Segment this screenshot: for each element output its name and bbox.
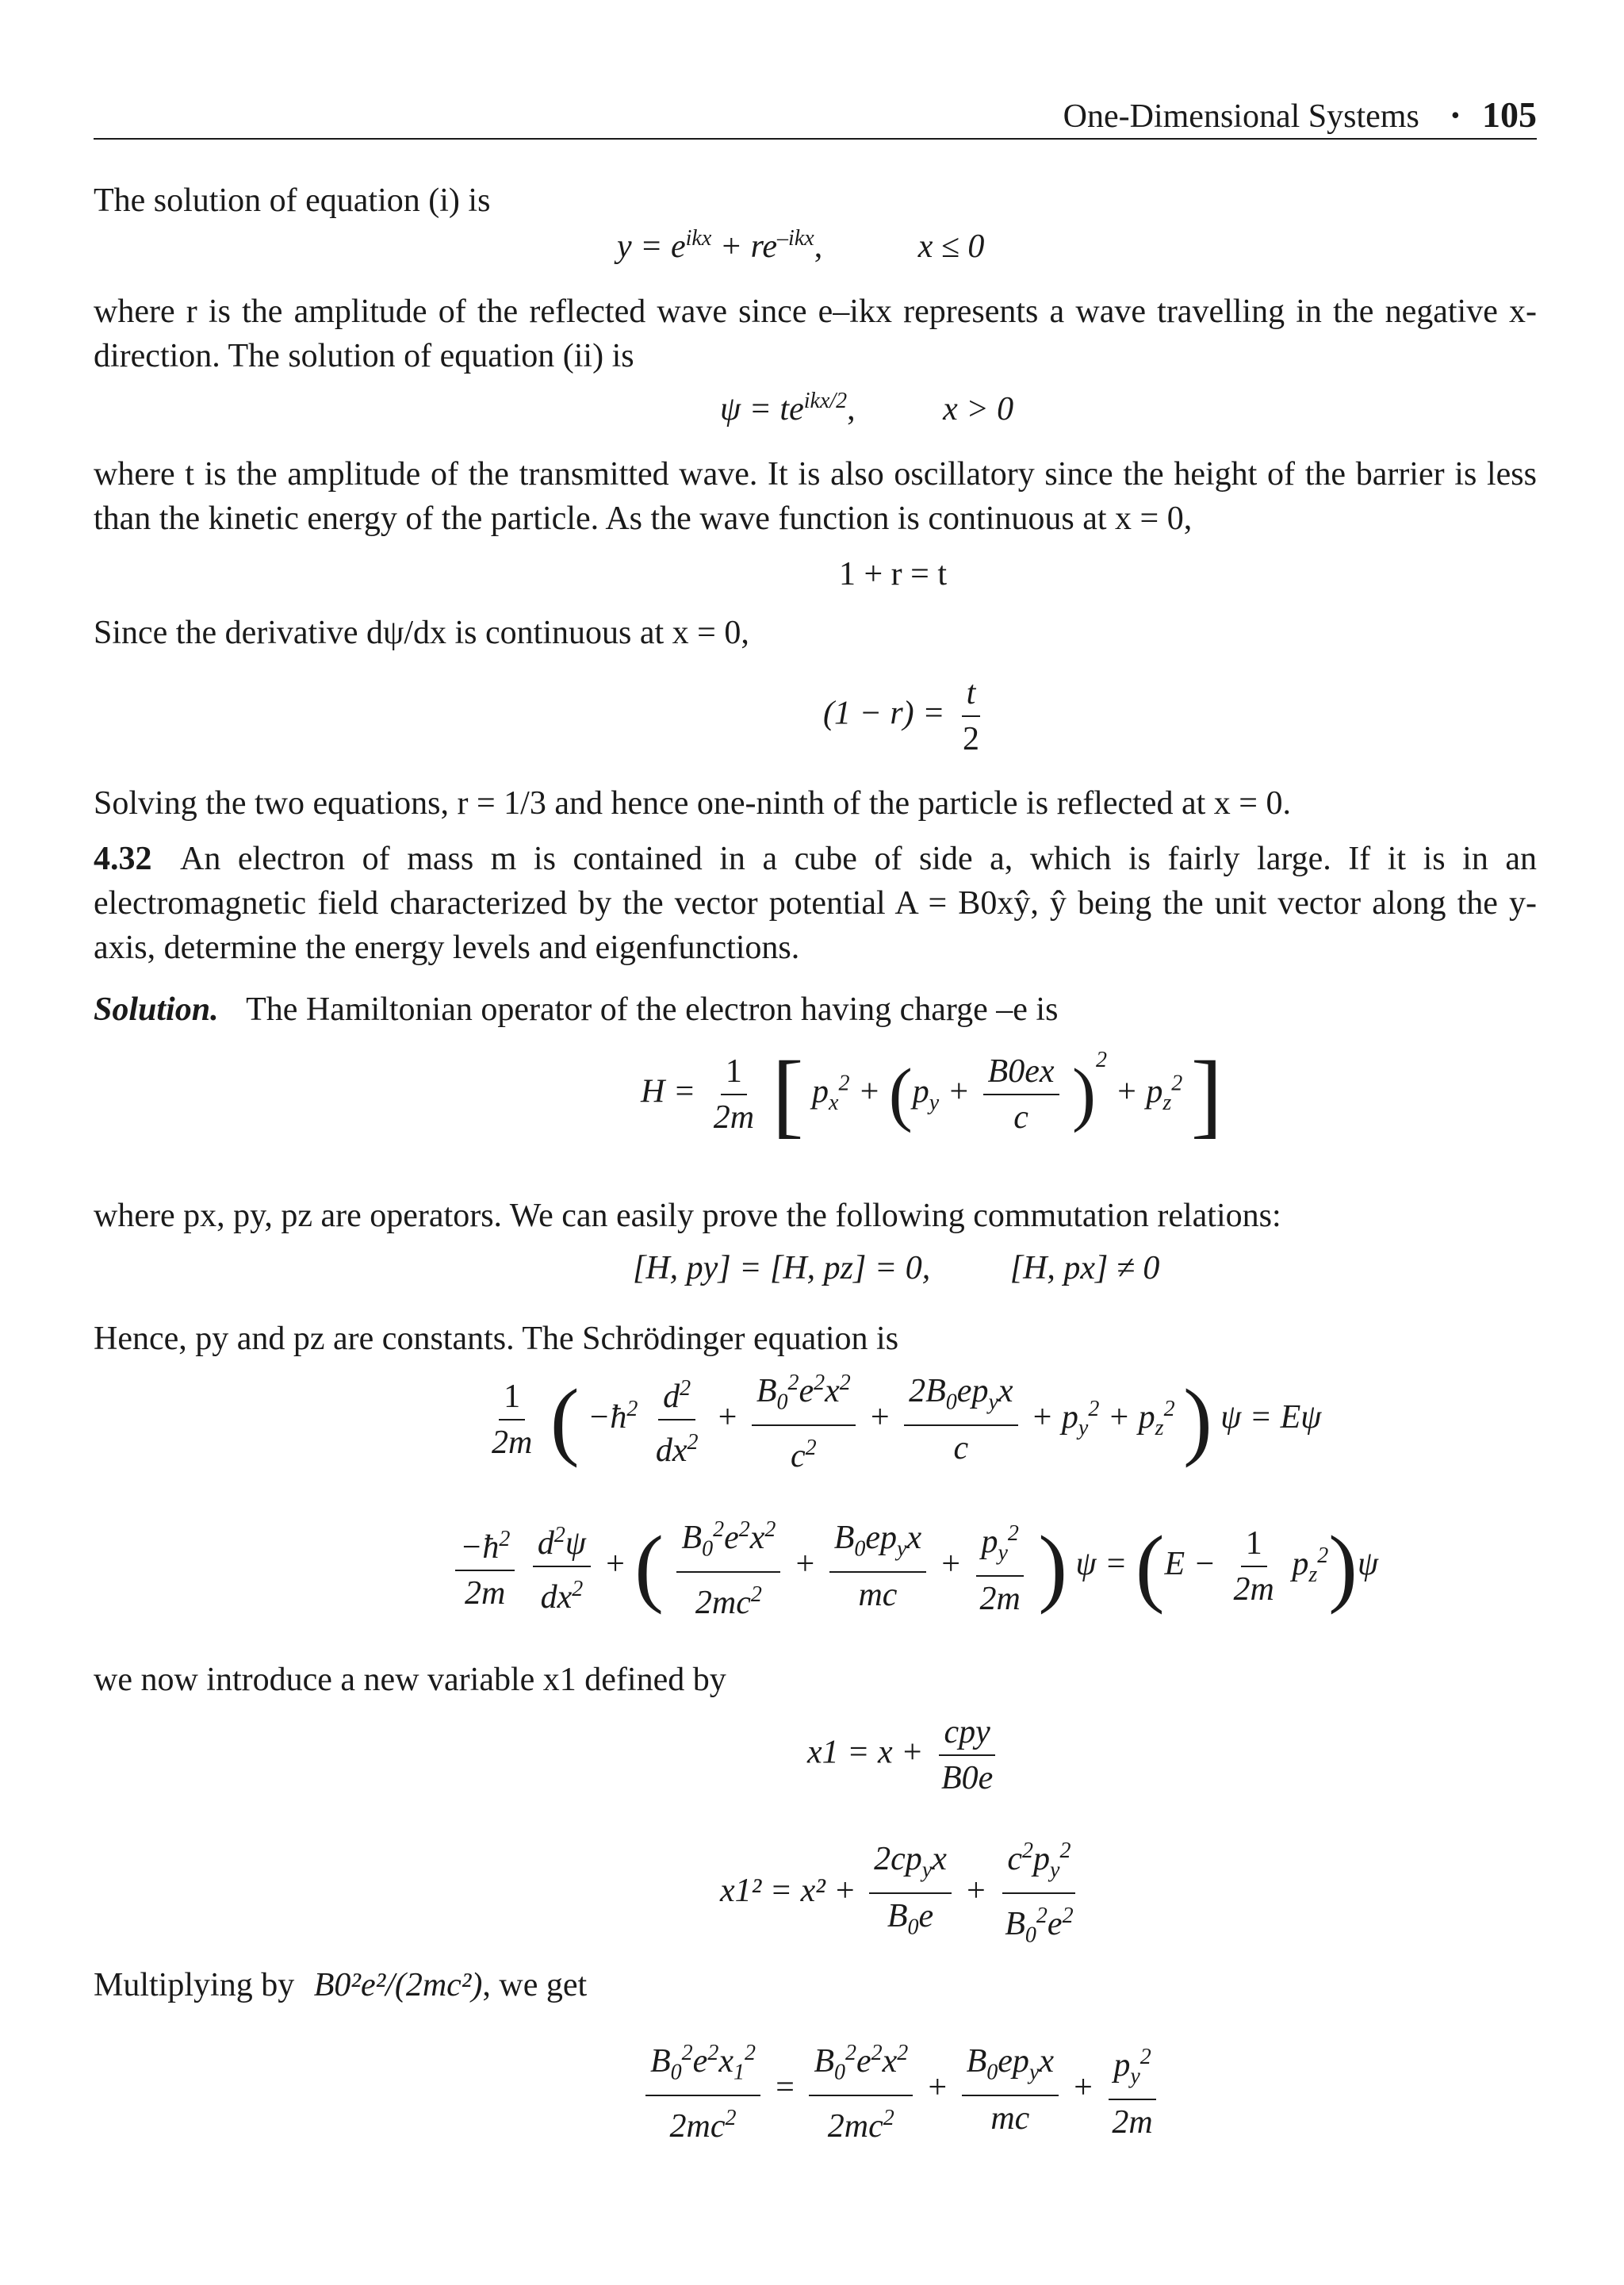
header-rule [94,138,1537,140]
problem-4-32 [94,837,1537,970]
equation-4: (1 − r) = $\frac{t}{2}$ [823,675,980,757]
header-bullet: • [1450,101,1460,129]
equation-8: $\frac{-ħ^2}{2m}$ $\frac{d^2\psi}{dx^2}$ + ( $\frac{B_0^2e^2x^2}{2mc^2}$ + $\frac{B_0ep_yx}{mc}$ + $\frac{p_y^2}{2m}$ ) ψ = (E − $\frac{1}{2m}$ $p_z^2)\psi$ [450,1511,1378,1622]
paragraph-9: Multiplying by B0²e²/(2mc²), we get [94,1967,588,2003]
equation-5-hamiltonian: H = $\frac{1}{2m}$ [ $p_x^2 + (p_y$ + $\frac{B0ex}{c}$ )$^2 + p_z^2$ ] [641,1041,1223,1147]
paragraph-7: Hence, py and pz are constants. The Schrödinger equation is [94,1321,899,1357]
paragraph-4: Since the derivative dψ/dx is continuous at x = 0, [94,615,749,651]
equation-6-commutators: [H, py] = [H, pz] = 0, [H, px] ≠ 0 [633,1250,1160,1286]
equation-1: $y = e^{ikx} + re^{-ikx}$, x ≤ 0 [617,226,985,265]
solution-label: Solution. [94,991,219,1028]
solution-text: The Hamiltonian operator of the electron having charge –e is [246,991,1059,1028]
problem-text: An electron of mass m is contained in a cube of side a, which is fairly large. If it is in an electromagnetic field characterized by the vector potential A = B0xŷ, ŷ being the unit vector along the y-axis, determine the energy levels and eigenfunctions. [94,841,1537,966]
equation-2: $\psi = te^{ikx/2}$, x > 0 [720,389,1014,427]
equation-7-schrodinger: $\frac{1}{2m}$ ( $-ħ^2$ $\frac{d^2}{dx^2}$ + $\frac{B_0^2e^2x^2}{c^2}$ + $\frac{2B_0ep_yx}{c}$ + $p_y^2 + p_z^2$ ) ψ = Eψ [482,1364,1321,1475]
equation-9: x1 = x + $\frac{\text{cpy}}{B0e}$ [807,1713,1002,1797]
equation-11: $\frac{B_0^2e^2x_1^2}{2mc^2}$ = $\frac{B_0^2e^2x^2}{2mc^2}$ + $\frac{B_0ep_yx}{mc}$ + $\frac{p_y^2}{2m}$ [641,2034,1162,2145]
paragraph-3: where t is the amplitude of the transmitted wave. It is also oscillatory since the height of the barrier is less than the kinetic energy of the particle. As the wave function is continuous at x = 0, [94,456,1537,537]
problem-number: 4.32 [94,841,152,877]
page-number: 105 [1482,94,1537,135]
paragraph-6: where px, py, pz are operators. We can easily prove the following commutation relations: [94,1198,1281,1234]
solution-intro [94,987,1537,1032]
equation-10: x1² = x² + $\frac{2cp_yx}{B_0e}$ + $\frac{c^2p_y^2}{B_0^2e^2}$ [720,1832,1083,1955]
paragraph-1: The solution of equation (i) is [94,182,491,219]
paragraph-5: Solving the two equations, r = 1/3 and hence one-ninth of the particle is reflected at x = 0. [94,785,1291,822]
equation-3: 1 + r = t [839,556,948,592]
running-header [1063,94,1537,136]
running-title: One-Dimensional Systems [1063,98,1419,135]
paragraph-2: where r is the amplitude of the reflected wave since e–ikx represents a wave travelling in the negative x-direction. The solution of equation (ii) is [94,293,1537,374]
paragraph-8: we now introduce a new variable x1 defined by [94,1662,726,1698]
